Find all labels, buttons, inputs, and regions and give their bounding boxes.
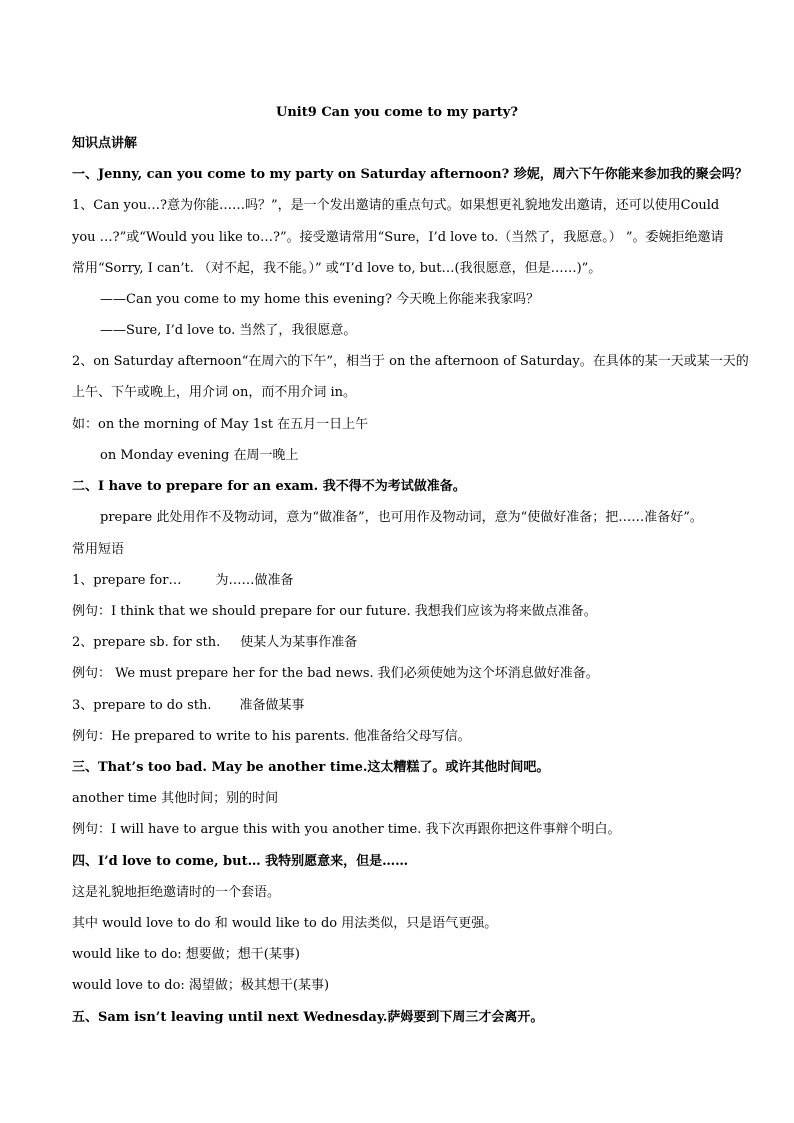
phrase-cn: 使某人为某事作准备: [240, 635, 358, 650]
heading-5: 五、Sam isn’t leaving until next Wednesday.萨姆要到下周三才会离开。: [72, 1010, 544, 1025]
paragraph-line: 上午、下午或晚上，用介词 on，而不用介词 in。: [72, 385, 356, 400]
example-sentence: 例句：I think that we should prepare for our future. 我想我们应该为将来做点准备。: [72, 604, 597, 619]
paragraph-line: 这是礼貌地拒绝邀请时的一个套语。: [72, 885, 281, 900]
heading-3: 三、That’s too bad. May be another time.这太糟糕了。或许其他时间吧。: [72, 760, 550, 775]
phrase-row: [72, 572, 734, 590]
paragraph-line: 常用“Sorry, I can’t. （对不起，我不能。）” 或“I’d love to, but…(我很愿意，但是……)”。: [72, 261, 602, 276]
dialogue-line: ——Sure, I’d love to. 当然了，我很愿意。: [100, 323, 357, 338]
phrase-row: [72, 634, 734, 652]
phrase-cn: 为……做准备: [215, 573, 294, 588]
phrase-cn: 准备做某事: [239, 698, 305, 713]
paragraph-line: would love to do: 渴望做；极其想干(某事): [72, 978, 330, 993]
paragraph-line: 2、on Saturday afternoon“在周六的下午”，相当于 on the afternoon of Saturday。在具体的某一天或某一天的: [72, 354, 749, 369]
heading-2: 二、I have to prepare for an exam. 我不得不为考试做准备。: [72, 479, 466, 494]
paragraph-line: another time 其他时间；别的时间: [72, 791, 279, 806]
page-title: Unit9 Can you come to my party?: [276, 105, 518, 120]
phrase-en: 3、prepare to do sth.: [72, 698, 212, 713]
paragraph-line: prepare 此处用作不及物动词，意为“做准备”，也可用作及物动词，意为“使做好准备；把……准备好”。: [100, 510, 703, 525]
example-sentence: 例句：I will have to argue this with you another time. 我下次再跟你把这件事辩个明白。: [72, 822, 621, 837]
heading-4: 四、I’d love to come, but… 我特别愿意来，但是……: [72, 854, 409, 869]
example-sentence: 例句：He prepared to write to his parents. 他准备给父母写信。: [72, 729, 471, 744]
example-sentence: 例句： We must prepare her for the bad news. 我们必须使她为这个坏消息做好准备。: [72, 666, 599, 681]
paragraph-line: would like to do: 想要做；想干(某事): [72, 947, 300, 962]
paragraph-line: you …?”或“Would you like to…?”。接受邀请常用“Sure，I’d love to.（当然了，我愿意。） ”。委婉拒绝邀请: [72, 230, 724, 245]
phrase-row: [72, 697, 734, 715]
paragraph-line: 1、Can you…?意为你能……吗？”，是一个发出邀请的重点句式。如果想更礼貌地发出邀请，还可以使用Could: [72, 198, 720, 213]
phrase-en: 1、prepare for…: [72, 573, 182, 588]
heading-1: 一、Jenny, can you come to my party on Saturday afternoon? 珍妮，周六下午你能来参加我的聚会吗？: [72, 167, 748, 182]
paragraph-line: 其中 would love to do 和 would like to do 用法类似，只是语气更强。: [72, 916, 498, 931]
section-heading: 知识点讲解: [72, 136, 138, 151]
example-line: on Monday evening 在周一晚上: [100, 448, 299, 463]
example-line: 如：on the morning of May 1st 在五月一日上午: [72, 417, 369, 432]
dialogue-line: ——Can you come to my home this evening? 今天晚上你能来我家吗？: [100, 292, 540, 307]
phrase-en: 2、prepare sb. for sth.: [72, 635, 221, 650]
phrases-label: 常用短语: [72, 542, 125, 557]
